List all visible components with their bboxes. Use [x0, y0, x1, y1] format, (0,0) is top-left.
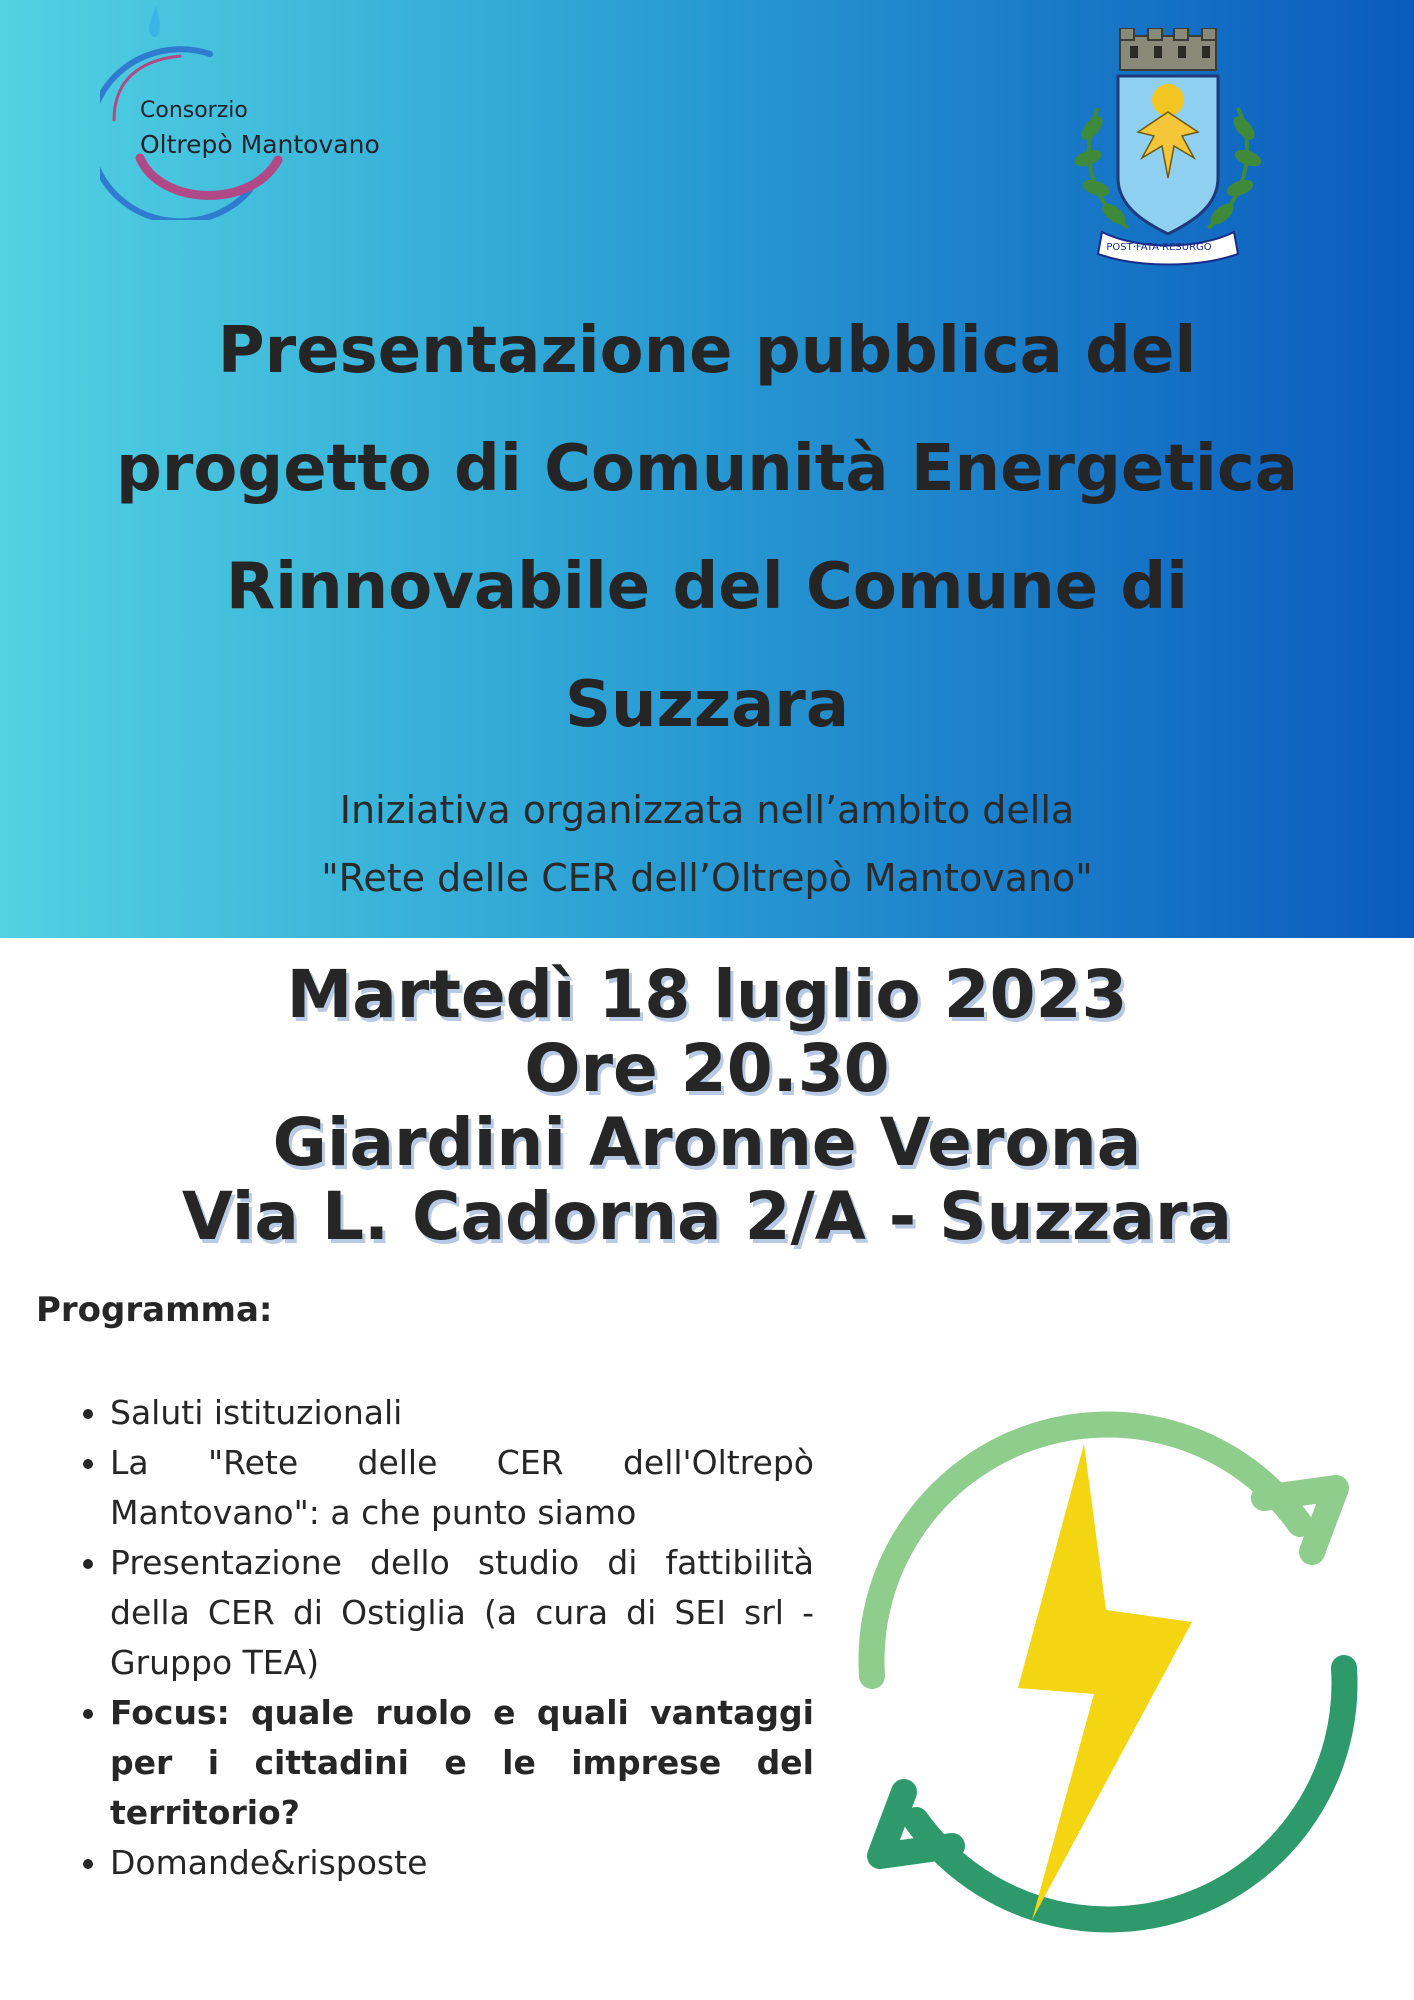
- list-item: • Presentazione dello studio di fattibilità della CER di Ostiglia (a cura di SEI srl - Gruppo TEA): [110, 1538, 814, 1688]
- subtitle-line-2: "Rete delle CER dell’Oltrepò Mantovano": [321, 856, 1093, 900]
- title-line: Presentazione pubblica del: [217, 314, 1197, 388]
- event-time: Ore 20.30: [524, 1030, 890, 1107]
- subtitle: [80, 776, 1334, 912]
- title-line: Suzzara: [564, 668, 850, 742]
- consorzio-logo: [100, 0, 430, 220]
- coat-of-arms-icon: [1058, 28, 1278, 268]
- title-line: progetto di Comunità Energetica: [116, 432, 1298, 506]
- list-item: • La "Rete delle CER dell'Oltrepò Mantovano": a che punto siamo: [110, 1438, 814, 1538]
- event-address: Via L. Cadorna 2/A - Suzzara: [181, 1178, 1233, 1255]
- list-item: • Saluti istituzionali: [110, 1388, 814, 1438]
- page-title: [30, 292, 1384, 764]
- subtitle-line-1: Iniziativa organizzata nell’ambito della: [339, 788, 1075, 832]
- crest-motto: POST·FATA·RESURGO: [1106, 242, 1212, 253]
- logo-line-2: Oltrepò Mantovano: [140, 130, 380, 159]
- program-heading: Programma:: [36, 1290, 273, 1330]
- event-details: [0, 958, 1414, 1254]
- event-venue: Giardini Aronne Verona: [272, 1104, 1142, 1181]
- logo-line-1: Consorzio: [140, 98, 248, 123]
- event-date: Martedì 18 luglio 2023: [286, 956, 1128, 1033]
- list-item: • Domande&risposte: [110, 1838, 814, 1888]
- title-line: Rinnovabile del Comune di: [225, 550, 1189, 624]
- program-list: [70, 1388, 814, 1888]
- list-item: • Focus: quale ruolo e quali vantaggi per i cittadini e le imprese del territorio?: [110, 1688, 814, 1838]
- renewable-energy-cycle-icon: [832, 1386, 1384, 1958]
